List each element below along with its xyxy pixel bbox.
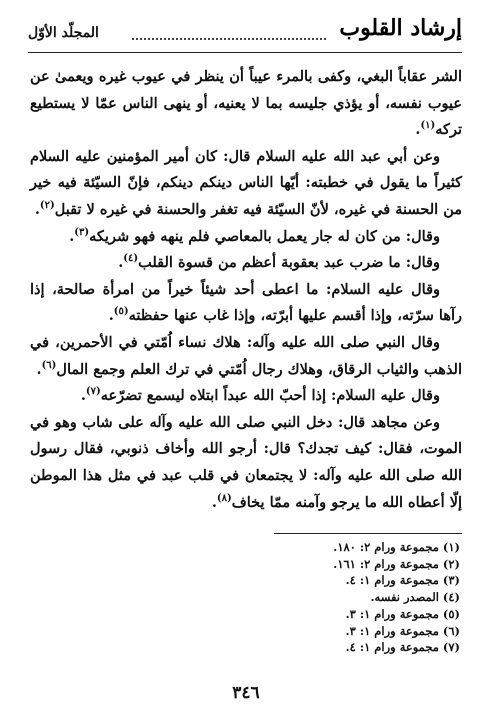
header-rule — [28, 52, 462, 53]
footnote: (٤) المصدر نفسه. — [370, 590, 460, 605]
footnotes — [30, 539, 462, 656]
paragraph-tail: . — [69, 227, 75, 245]
footnote-ref: (١) — [420, 120, 436, 132]
paragraph-text: وقال: من كان له جار يعمل بالمعاصي فلم ينهه فهو شريكه — [89, 227, 440, 245]
paragraph-tail: . — [415, 121, 421, 139]
paragraph-text: وعن مجاهد قال: دخل النبي صلى الله عليه وآله على شاب وهو في الموت، فقال: كيف تجدك؟ قال: أرجو الله وأخاف ذنوبي، فقال رسول الله صلى الله عليه وآله: لا يجتمعان في قلب عبد في مثل هذا الموطن إلّا أعطاه الله ما يرجو وآمنه ممّا يخاف — [30, 413, 462, 511]
paragraph — [30, 330, 462, 383]
paragraph — [30, 250, 462, 277]
paragraph — [30, 383, 462, 410]
footnote: (٥) مجموعة ورام ١: ٣. — [345, 606, 460, 621]
footnote: (٢) مجموعة ورام ٢: ١٦١. — [333, 556, 460, 571]
paragraph — [30, 277, 462, 330]
paragraph — [30, 410, 462, 516]
paragraph-tail: . — [211, 493, 217, 511]
paragraph-text: وقال: ما ضرب عبد بعقوبة أعظم من قسوة القلب — [138, 254, 440, 272]
paragraph-text: وقال النبي صلى الله عليه وآله: هلاك نساء اُمّتي في الأحمرين، في الذهب والثياب الرقاق، وهلاك رجال اُمّتي في ترك العلم وجمع المال — [30, 333, 462, 378]
paragraph-text: وعن أبي عبد الله عليه السلام قال: كان أمير المؤمنين عليه السلام كثيراً ما يقول في خطبته: أيّها الناس دينكم دينكم، فإنّ السيّئة فيه خير من الحسنة في غيره، لأنّ السيّئة فيه تغفر والحسنة في غيره لا تقبل — [30, 147, 462, 218]
footnote-ref: (٥) — [113, 306, 129, 318]
paragraph-text: وقال عليه السلام: إذا أحبّ الله عبداً ابتلاه ليسمع تضرّعه — [100, 387, 440, 405]
paragraph-tail: . — [108, 307, 114, 325]
footnote-ref: (٢) — [39, 200, 55, 212]
footnote-ref: (٧) — [85, 386, 101, 398]
footnote-ref: (٦) — [41, 359, 57, 371]
header-dotted-leader — [132, 38, 326, 40]
running-header — [28, 10, 462, 54]
footnote-ref: (٣) — [74, 226, 90, 238]
paragraph-tail: . — [34, 200, 40, 218]
footnote: (١) مجموعة ورام ٢: ١٨٠. — [333, 540, 460, 554]
paragraph-tail: . — [36, 360, 42, 378]
footnote-ref: (٨) — [216, 492, 232, 504]
paragraph-text: الشر عقاباً البغي، وكفى بالمرء عيباً أن ينظر في عيوب غيره ويعمىٰ عن عيوب نفسه، أو يؤذي جليسه بما لا يعنيه، أو ينهى الناس عمّا لا يستطيع تركه — [30, 68, 462, 139]
footnote-ref: (٤) — [123, 253, 139, 265]
volume-label: المجلّد الأوّل — [28, 25, 99, 41]
paragraph-text: وقال عليه السلام: ما اعطى أحد شيئاً خيراً من امرأة صالحة، إذا رآها سرّته، وإذا أقسم عليها أبرّته، وإذا غاب عنها حفظته — [30, 280, 462, 325]
footnote: (٧) مجموعة ورام ١: ٤. — [345, 640, 460, 655]
footnote-separator — [274, 533, 462, 534]
footnote: (٣) مجموعة ورام ١: ٤. — [345, 573, 460, 588]
page-number: ٣٤٦ — [232, 683, 260, 703]
main-text — [30, 64, 462, 516]
paragraph — [30, 224, 462, 251]
paragraph-tail: . — [80, 387, 86, 405]
footnote: (٦) مجموعة ورام ١: ٣. — [345, 623, 460, 638]
paragraph — [30, 144, 462, 224]
paragraph — [30, 64, 462, 144]
paragraph-tail: . — [118, 254, 124, 272]
book-title: إرشاد القلوب — [339, 15, 462, 41]
